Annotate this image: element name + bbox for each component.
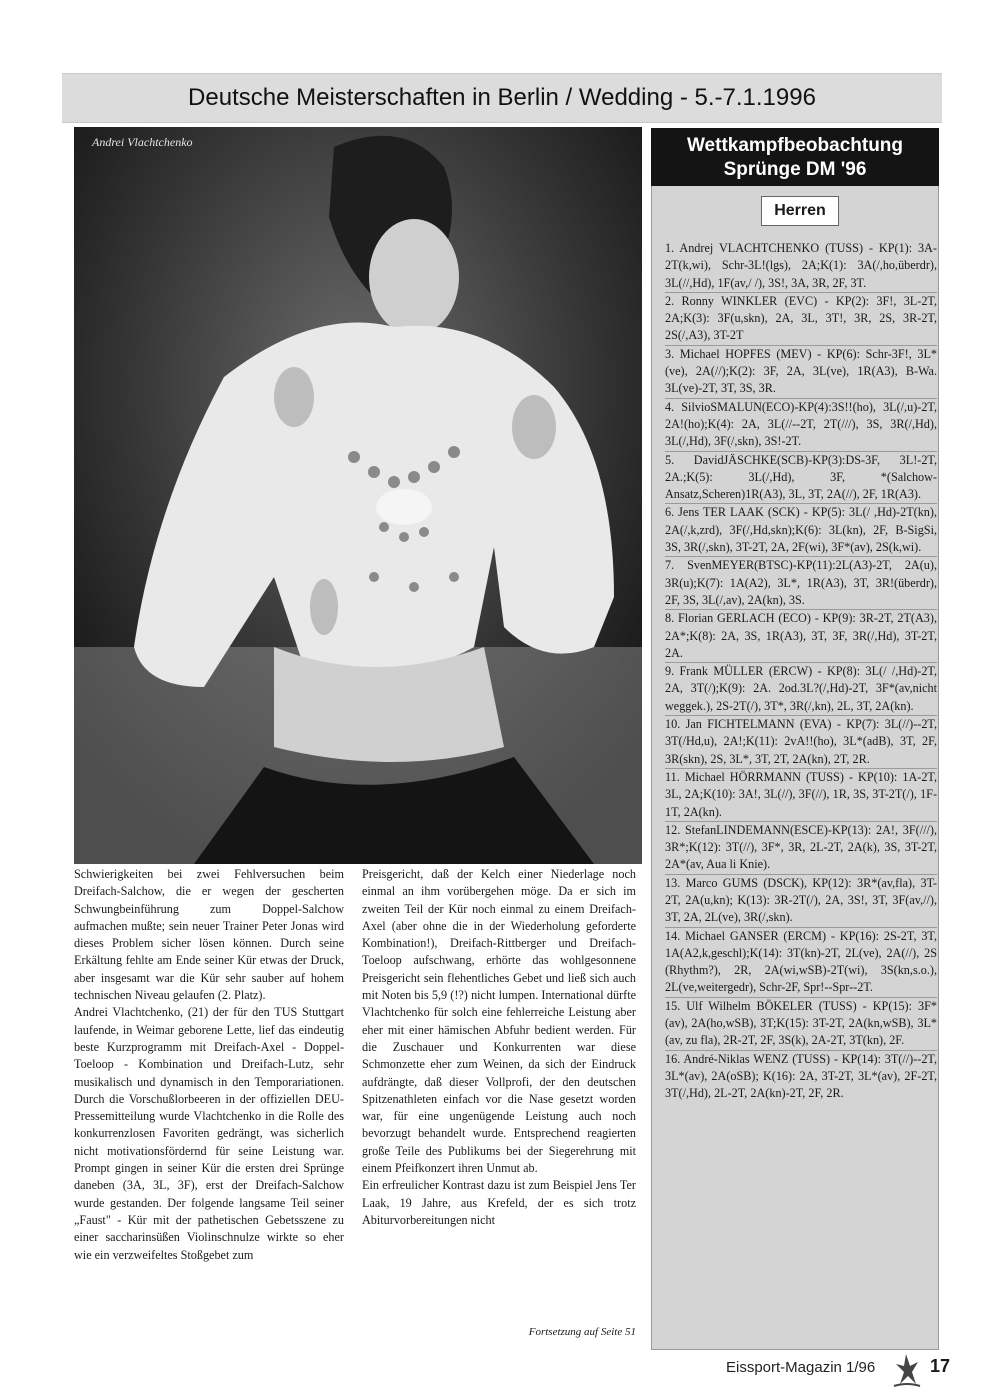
result-entry: 14. Michael GANSER (ERCM) - KP(16): 2S-2T, 3T, 1A(A2,k,geschl);K(14): 3T(kn)-2T, 2L(ve), 2A(//), 2S (Rhythm?), 2R, 2A(wi,wSB)-2T(wi), 3S(kn,s.o.), 2L(ve,weitergedr), Schr-2F, Spr!--Spr--2T. — [665, 927, 937, 997]
result-entry: 12. StefanLINDEMANN(ESCE)-KP(13): 2A!, 3F(///), 3R*;K(12): 3T(//), 3F*, 3R, 2L-2T, 2A(k), 3S, 3T-2T, 2A*(av, Aua li Knie). — [665, 821, 937, 874]
skater-logo-icon — [892, 1352, 922, 1393]
continuation-note: Fortsetzung auf Seite 51 — [528, 1326, 636, 1338]
result-entry: 2. Ronny WINKLER (EVC) - KP(2): 3F!, 3L-2T, 2A;K(3): 3F(u,skn), 2A, 3L, 3T!, 3R, 2S, 3R-2T, 2S(/,A3), 3T-2T — [665, 292, 937, 345]
article-paragraph: Andrei Vlachtchenko, (21) der für den TUS Stuttgart laufende, in Weimar geborene Lette, lief das eindeutig beste Kurzprogramm mit Dreifach-Axel - Doppel-Toeloop - Kombination und Dreifach-Lutz, sehr musikalisch und dynamisch in den Temporariationen. Durch die Vorschußlorbeeren in der offiziellen DEU-Pressemitteilung wurde Vlachtchenko in die Rolle des konkurrenzlosen Favoriten gedrängt, was sicherlich nicht motivationsfördernd für seine Leistung war. Prompt gingen in seiner Kür die ersten drei Sprünge daneben (3A, 3L, 3F), erst der Dreifach-Salchow wurde gestanden. Der folgende langsame Teil seiner „Faust" - Kür mit der pathetischen Gebetsszene zu einer saccharinsüßen Violinschnulze wirkte so eher wie ein verzweifeltes Stoßgebet zum — [74, 1005, 344, 1262]
result-entry: 13. Marco GUMS (DSCK), KP(12): 3R*(av,fla), 3T-2T, 2A(u,kn); K(13): 3R-2T(/), 2A, 3S!, 3T, 3F(av,//), 3T, 2A, 2L(ve), 3R(/,skn). — [665, 874, 937, 927]
result-entry: 5. DavidJÄSCHKE(SCB)-KP(3):DS-3F, 3L!-2T, 2A.;K(5): 3L(/,Hd), 3F, *(Salchow-Ansatz,Scheren)1R(A3), 3L, 3T, 2A(//), 2F, 1R(A3). — [665, 451, 937, 504]
result-entry: 8. Florian GERLACH (ECO) - KP(9): 3R-2T, 2T(A3), 2A*;K(8): 2A, 3S, 1R(A3), 3T, 3F, 3R(/,Hd), 3T-2T, 2A. — [665, 609, 937, 662]
article-paragraph: Ein erfreulicher Kontrast dazu ist zum Beispiel Jens Ter Laak, 19 Jahre, aus Krefeld, der es sich trotz Abiturvorbereitungen nicht — [362, 1178, 636, 1227]
page-number: 17 — [930, 1356, 951, 1376]
result-entry: 3. Michael HOPFES (MEV) - KP(6): Schr-3F!, 3L*(ve), 2A(//);K(2): 3F, 2A, 3L(ve), 1R(A3), B-Wa. 3L(ve)-2T, 3T, 3S, 3R. — [665, 345, 937, 398]
result-entry: 11. Michael HÖRRMANN (TUSS) - KP(10): 1A-2T, 3L, 2A;K(10): 3A!, 3L(//), 3F(//), 1R, 3S, 3T-2T(/), 1F-1T, 2A(kn). — [665, 768, 937, 821]
article-paragraph: Preisgericht, daß der Kelch einer Niederlage noch einmal an ihm vorübergehen möge. Da er sich im zweiten Teil der Kür noch einmal zu einem Dreifach-Axel (aber ohne die in der Wiederholung geforderte Kombination!), Dreifach-Rittberger und Dreifach-Toeloop aufschwang, erhörte das wohlgesonnene Preisgericht sein flehentliches Gebet und ließ sich auch mit Noten bis 5,9 (!?) nicht lumpen. International dürfte Vlachtchenko für solch eine fehlerreiche Leistung aber eher mit einer hämischen Abfuhr bedient werden. Für die Zuschauer und Konkurrenten war diese Schmonzette eher zum Weinen, da sich der Eindruck aufdrängte, daß dieser Vollprofi, der den deutschen Spitzenathleten einfach vor die Nase gesetzt worden war, für eine ungenügende Leistung auch noch bevorzugt behandelt wurde. Entsprechend reagierten große Teile des Publikums bei der Siegerehrung mit einem Pfeifkonzert ihren Unmut ab. — [362, 867, 636, 1176]
article-paragraph: Schwierigkeiten bei zwei Fehlversuchen beim Dreifach-Salchow, die er wegen der gescherten Schwungbeinführung zum Doppel-Salchow aufmachen mußte; sein neuer Trainer Peter Jonas wird dieses Problem sicher lösen können. Durch seine Erkältung fehlte am Ende seiner Kür etwas der Druck, aber insgesamt war die Kür sehr sauber auf hohem technischen Niveau gelaufen (2. Platz). — [74, 867, 344, 1003]
magazine-footer: Eissport-Magazin 1/96 — [726, 1359, 876, 1376]
result-entry: 10. Jan FICHTELMANN (EVA) - KP(7): 3L(//)--2T, 3T(/Hd,u), 2A!;K(11): 2vA!!(ho), 3L*(adB), 3T, 2F, 3R(skn), 2S, 3L*, 3T, 2T, 2A(kn), 2T, 2R. — [665, 715, 937, 768]
article-column-middle — [362, 866, 636, 1229]
result-entry: 7. SvenMEYER(BTSC)-KP(11):2L(A3)-2T, 2A(u), 3R(u);K(7): 1A(A2), 3L*, 1R(A3), 3T, 3R!(überdr), 2F, 3S, 3L(/,av), 2A(kn), 3S. — [665, 556, 937, 609]
page-title: Deutsche Meisterschaften in Berlin / Wedding - 5.-7.1.1996 — [62, 73, 942, 123]
result-entry: 4. SilvioSMALUN(ECO)-KP(4):3S!!(ho), 3L(/,u)-2T, 2A!(ho);K(4): 2A, 3L(//--2T, 2T(///), 3S, 3R(/,Hd), 3L(/,Hd), 3F(/,skn), 3S!-2T. — [665, 398, 937, 451]
photo-credit: Andrei Vlachtchenko — [92, 135, 193, 149]
result-entry: 16. André-Niklas WENZ (TUSS) - KP(14): 3T(//)--2T, 3L*(av), 2A(oSB); K(16): 2A, 3T-2T, 3L*(av), 2F-2T, 3T(/,Hd), 2L-2T, 2A(kn)-2T, 2F, 2R. — [665, 1050, 937, 1103]
results-list — [665, 240, 937, 1103]
result-entry: 9. Frank MÜLLER (ERCW) - KP(8): 3L(/ /,Hd)-2T, 2A, 3T(/);K(9): 2A. 2od.3L?(/,Hd)-2T, 3F*(av,nicht weggek.), 2S-2T(/), 3T*, 3R(/,kn), 2L, 3T, 2A(kn). — [665, 662, 937, 715]
result-entry: 6. Jens TER LAAK (SCK) - KP(5): 3L(/ ,Hd)-2T(kn), 2A(/,k,zrd), 3F(/,Hd,skn);K(6): 3L(kn), 2F, B-SigSi, 3S, 3R(/,skn), 3T-2T, 2A, 2F(wi), 3F*(av), 2S(k,wi). — [665, 503, 937, 556]
sidebar-title-line2: Sprünge DM '96 — [723, 159, 867, 180]
sidebar-title-line1: Wettkampfbeobachtung — [686, 135, 904, 156]
category-label: Herren — [761, 196, 839, 226]
result-entry: 1. Andrej VLACHTCHENKO (TUSS) - KP(1): 3A-2T(k,wi), Schr-3L!(lgs), 2A;K(1): 3A(/,ho,überdr), 3L(//,Hd), 1F(av,/ /), 3S!, 3A, 3R, 2F, 3T. — [665, 241, 937, 290]
sidebar-title — [651, 128, 939, 186]
result-entry: 15. Ulf Wilhelm BÖKELER (TUSS) - KP(15): 3F*(av), 2A(ho,wSB), 3T;K(15): 3T-2T, 2A(kn,wSB), 3L*(av, zu fla), 2R-2T, 2F, 3S(k), 2A-2T, 3T(kn), 2F. — [665, 997, 937, 1050]
article-column-left — [74, 866, 344, 1264]
skater-photo — [74, 127, 642, 864]
